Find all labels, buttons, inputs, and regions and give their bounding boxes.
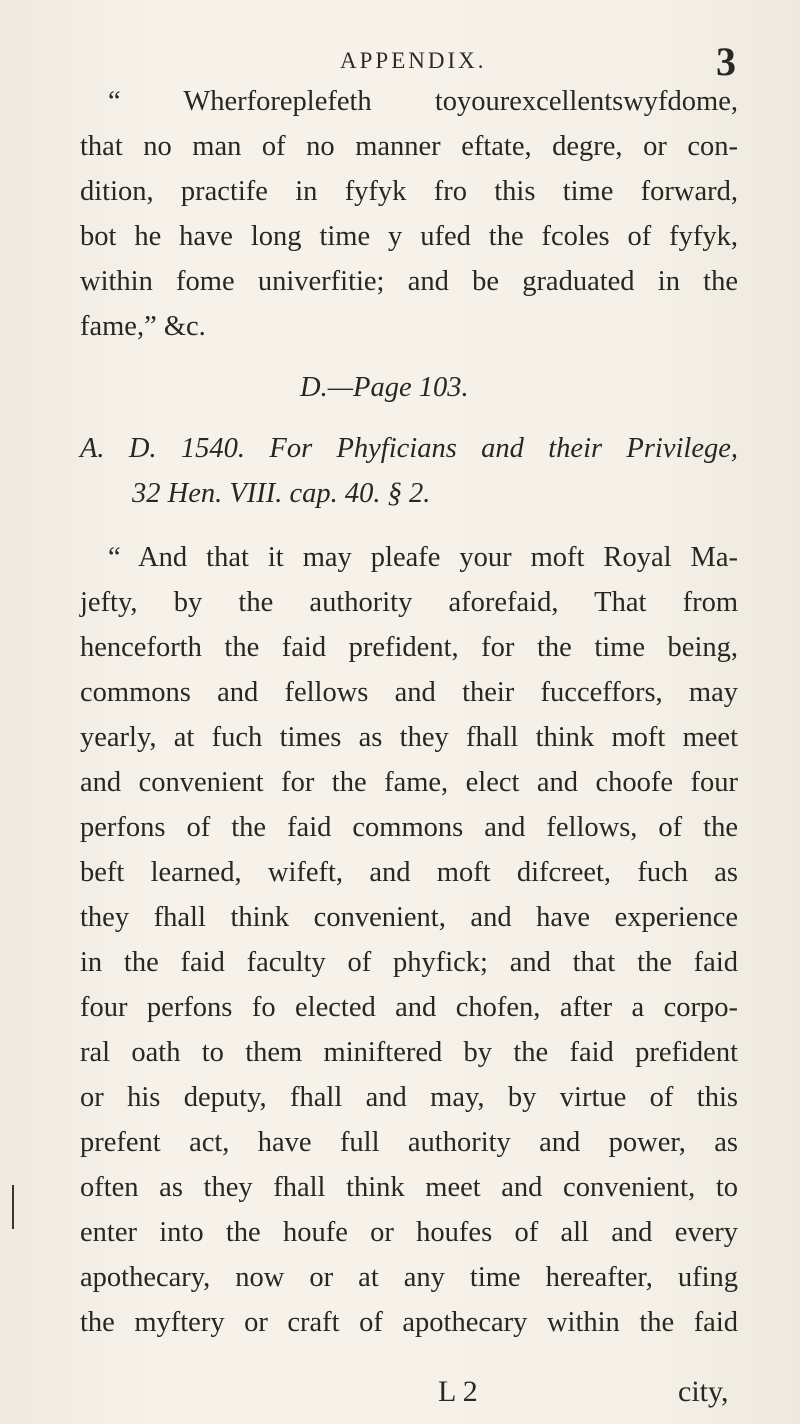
signature-mark: L 2 — [438, 1375, 478, 1408]
text-line: perfons of the faid commons and fellows, of the — [80, 812, 738, 843]
text-line: fame,” &c. — [80, 311, 206, 342]
running-head — [0, 39, 800, 84]
text-line: in the faid faculty of phyfick; and that the faid — [80, 947, 738, 978]
act-title-line: A. D. 1540. For Phyficians and their Privilege, — [80, 433, 738, 464]
text-line: jefty, by the authority aforefaid, That from — [80, 587, 738, 618]
text-line: prefent act, have full authority and power, as — [80, 1127, 738, 1158]
text-line: beft learned, wifeft, and moft difcreet, fuch as — [80, 857, 738, 888]
text-line: often as they fhall think meet and convenient, to — [80, 1172, 738, 1203]
text-line: yearly, at fuch times as they fhall think moft meet — [80, 722, 738, 753]
text-line: bot he have long time y ufed the fcoles of fyfyk, — [80, 221, 738, 252]
text-line: within fome univerfitie; and be graduated in the — [80, 266, 738, 297]
text-line: that no man of no manner eftate, degre, or con- — [80, 131, 738, 162]
text-line: the myftery or craft of apothecary within the faid — [80, 1307, 738, 1338]
section-heading: D.—Page 103. — [300, 372, 469, 403]
page-footer — [0, 1375, 800, 1415]
text-line: apothecary, now or at any time hereafter, ufing — [80, 1262, 738, 1293]
text-line: enter into the houfe or houfes of all and every — [80, 1217, 738, 1248]
text-line: four perfons fo elected and chofen, after a corpo- — [80, 992, 738, 1023]
text-line: or his deputy, fhall and may, by virtue of this — [80, 1082, 738, 1113]
catchword: city, — [678, 1375, 729, 1408]
text-line: “ Wherforeplefeth toyourexcellentswyfdome, — [108, 86, 738, 117]
header-title: APPENDIX. — [340, 48, 487, 73]
text-line: henceforth the faid prefident, for the time being, — [80, 632, 738, 663]
text-line: dition, practife in fyfyk fro this time forward, — [80, 176, 738, 207]
margin-mark — [12, 1185, 14, 1229]
page-number: 3 — [716, 39, 736, 84]
text-line: commons and fellows and their fucceffors, may — [80, 677, 738, 708]
text-line: “ And that it may pleafe your moft Royal Ma- — [108, 542, 738, 573]
act-citation-line: 32 Hen. VIII. cap. 40. § 2. — [132, 478, 431, 509]
text-line: ral oath to them miniftered by the faid prefident — [80, 1037, 738, 1068]
text-line: they fhall think convenient, and have experience — [80, 902, 738, 933]
text-line: and convenient for the fame, elect and choofe four — [80, 767, 738, 798]
